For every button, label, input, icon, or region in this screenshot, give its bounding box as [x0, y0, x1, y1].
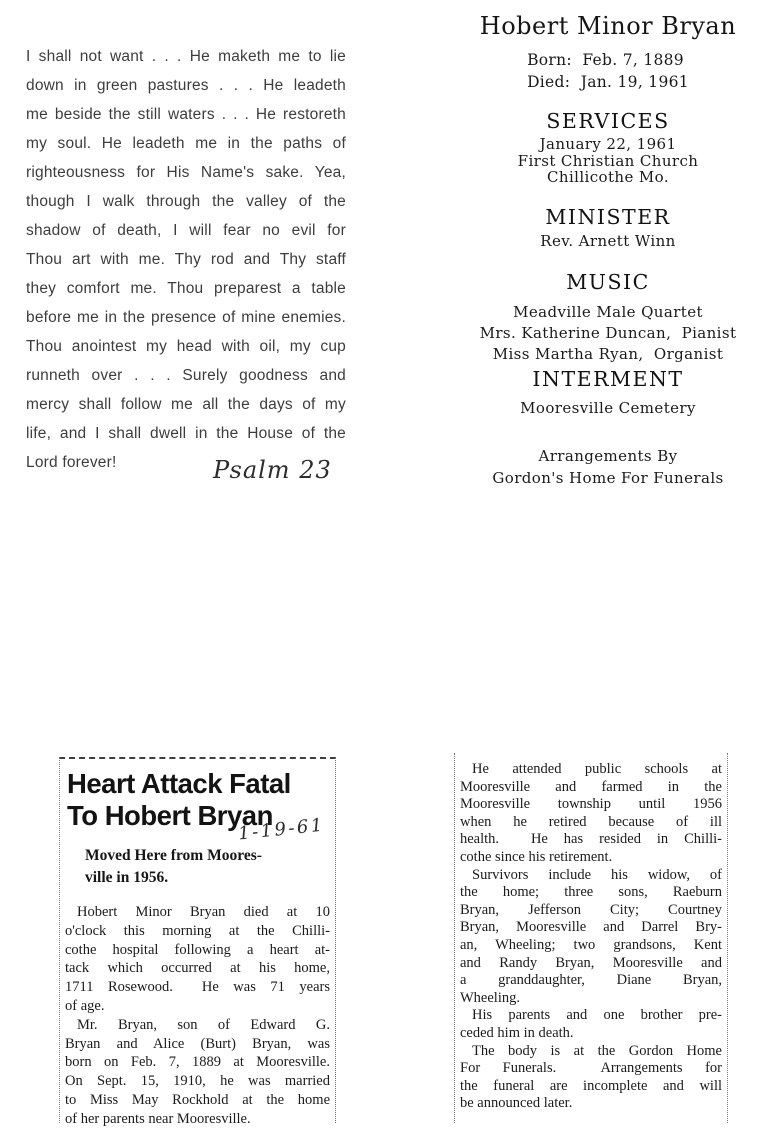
clipping-line: cothe since his retirement.	[460, 848, 613, 865]
clipping-line: tack which occurred at his home,	[65, 960, 330, 977]
clipping-line: of her parents near Mooresville.	[65, 1110, 251, 1127]
psalm-line: mercy shall follow me all the days of my	[26, 396, 346, 413]
clipping-line: Mooresville township until 1956	[460, 796, 722, 813]
clipping-line: His parents and one brother pre-	[472, 1007, 722, 1024]
psalm-line: life, and I shall dwell in the House of the	[26, 425, 346, 442]
clipping-line: On Sept. 15, 1910, he was married	[65, 1073, 330, 1090]
died-date: Died: Jan. 19, 1961	[527, 72, 689, 91]
clipping-line: be announced later.	[460, 1095, 573, 1112]
services-city: Chillicothe Mo.	[547, 168, 669, 186]
clipping-line: Hobert Minor Bryan died at 10	[77, 904, 330, 920]
interment-cemetery: Mooresville Cemetery	[520, 399, 696, 417]
clipping-line: health. He has resided in Chilli-	[460, 831, 722, 848]
clipping-line: the funeral are incomplete and will	[460, 1077, 722, 1094]
clipping-line: born on Feb. 7, 1889 at Mooresville.	[65, 1054, 330, 1071]
music-pianist: Mrs. Katherine Duncan, Pianist	[479, 324, 737, 342]
clipping-line: the home; three sons, Raeburn	[460, 884, 722, 901]
services-heading: SERVICES	[546, 109, 670, 133]
psalm-line: shadow of death, I will fear no evil for	[26, 222, 346, 239]
minister-name: Rev. Arnett Winn	[540, 232, 676, 250]
psalm-line: down in green pastures . . . He leadeth	[26, 77, 346, 94]
psalm-attribution: Psalm 23	[213, 456, 332, 484]
services-date: January 22, 1961	[539, 135, 677, 153]
clipping-line: when he retired because of ill	[460, 813, 722, 830]
birth-death-dates	[452, 50, 760, 93]
clipping-line: Bryan, Jefferson City; Courtney	[460, 901, 722, 918]
news-clipping-right	[454, 753, 728, 1123]
clipping-line: 1711 Rosewood. He was 71 years	[65, 979, 330, 996]
clipping-line: Bryan, Mooresville and Darrel Bry-	[460, 919, 722, 936]
clipping-line: Mooresville and farmed in the	[460, 778, 722, 795]
psalm-23-text	[26, 42, 346, 477]
subhead-line: ville in 1956.	[85, 869, 169, 886]
psalm-line: righteousness for His Name's sake. Yea,	[26, 164, 346, 181]
psalm-line: I shall not want . . . He maketh me to lie	[26, 48, 346, 65]
psalm-line: though I walk through the valley of the	[26, 193, 346, 210]
psalm-line: Thou art with me. Thy rod and Thy staff	[26, 251, 346, 268]
clipping-body	[65, 903, 330, 1129]
psalm-line: my soul. He leadeth me in the paths of	[26, 135, 346, 152]
funeral-home-name: Gordon's Home For Funerals	[492, 469, 724, 487]
handwritten-date: 1-19-61	[237, 814, 326, 845]
clipping-subhead	[85, 845, 330, 889]
psalm-line: runneth over . . . Surely goodness and	[26, 367, 346, 384]
music-quartet: Meadville Male Quartet	[513, 303, 703, 321]
music-heading: MUSIC	[566, 270, 650, 294]
psalm-line: Thou anointest my head with oil, my cup	[26, 338, 346, 355]
clipping-line: a granddaughter, Diane Bryan,	[460, 972, 722, 989]
born-date: Born: Feb. 7, 1889	[527, 51, 684, 69]
clipping-line: o'clock this morning at the Chilli-	[65, 922, 330, 939]
music-organist: Miss Martha Ryan, Organist	[492, 345, 724, 363]
psalm-line: Lord forever!	[26, 454, 117, 471]
clipping-line: Survivors include his widow, of	[472, 866, 722, 883]
clipping-line: Wheeling.	[460, 989, 520, 1006]
deceased-name: Hobert Minor Bryan	[479, 12, 737, 40]
clipping-line: He attended public schools at	[472, 761, 722, 777]
clipping-line: and Randy Bryan, Mooresville and	[460, 954, 722, 971]
clipping-line: Bryan and Alice (Burt) Bryan, was	[65, 1035, 330, 1052]
clipping-line: an, Wheeling; two grandsons, Kent	[460, 936, 722, 953]
headline-line: Heart Attack Fatal	[67, 768, 291, 799]
memorial-program	[452, 0, 760, 520]
arrangements-by: Arrangements By	[538, 447, 678, 465]
minister-heading: MINISTER	[545, 205, 671, 229]
subhead-line: Moved Here from Moores-	[85, 847, 262, 864]
clipping-line: ceded him in death.	[460, 1024, 574, 1041]
news-clipping-left	[59, 757, 336, 1127]
clipping-line: For Funerals. Arrangements for	[460, 1060, 722, 1077]
psalm-line: me beside the still waters . . . He restoreth	[26, 106, 346, 123]
clipping-line: The body is at the Gordon Home	[472, 1042, 722, 1059]
services-church: First Christian Church	[517, 152, 699, 170]
clipping-line: to Miss May Rockhold at the home	[65, 1091, 330, 1108]
headline-line: To Hobert Bryan	[67, 800, 273, 831]
clipping-line: Mr. Bryan, son of Edward G.	[77, 1016, 330, 1033]
psalm-line: before me in the presence of mine enemies.	[26, 309, 346, 326]
interment-heading: INTERMENT	[532, 367, 684, 391]
clipping-line: cothe hospital following a heart at-	[65, 941, 330, 958]
psalm-line: they comfort me. Thou preparest a table	[26, 280, 346, 297]
clipping-line: of age.	[65, 997, 105, 1014]
